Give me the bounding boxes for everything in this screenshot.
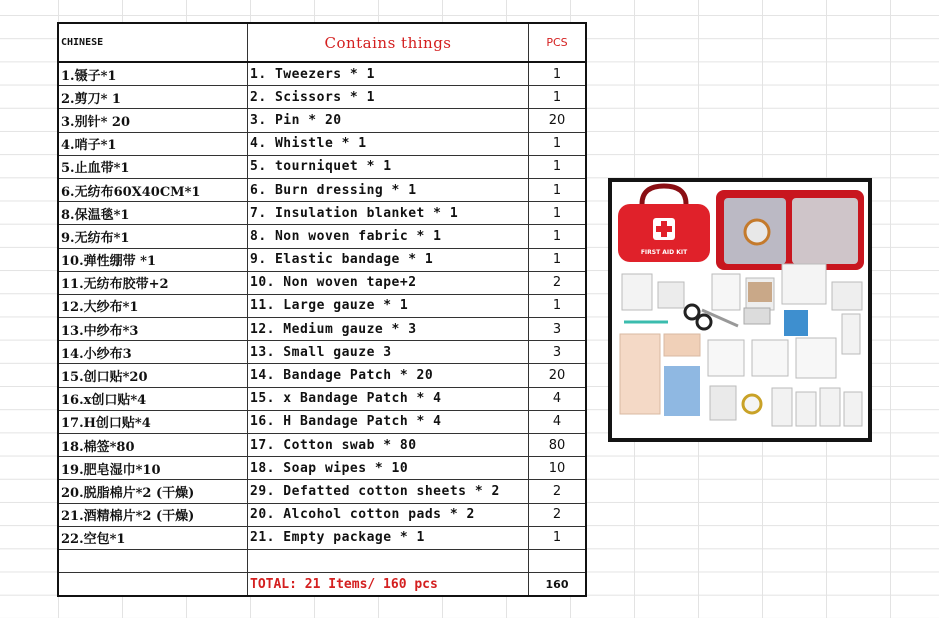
english-name-cell[interactable]: 21. Empty package * 1 (248, 526, 529, 549)
total-value-cell[interactable]: 160 (529, 573, 587, 597)
english-name-cell[interactable]: 6. Burn dressing * 1 (248, 178, 529, 201)
tape-roll (745, 220, 769, 244)
bag-cross-h (656, 226, 672, 232)
chinese-name-cell[interactable]: 15.创口贴*20 (58, 364, 248, 387)
header-things-cell[interactable]: Contains things (248, 23, 529, 62)
pcs-cell[interactable]: 1 (529, 248, 587, 271)
scissors-handle-1 (685, 305, 699, 319)
contents-table (57, 22, 587, 597)
pcs-cell[interactable]: 80 (529, 434, 587, 457)
medium-gauze (708, 340, 744, 376)
header-chinese-cell[interactable]: CHINESE (58, 23, 248, 62)
small-gauze (752, 340, 788, 376)
pcs-cell[interactable]: 1 (529, 526, 587, 549)
chinese-name-cell[interactable]: 4.哨子*1 (58, 132, 248, 155)
chinese-name-cell[interactable]: 10.弹性绷带 *1 (58, 248, 248, 271)
pcs-cell[interactable]: 20 (529, 364, 587, 387)
scissors-handle-2 (697, 315, 711, 329)
header-row (58, 23, 586, 62)
chinese-name-cell[interactable]: 13.中纱布*3 (58, 318, 248, 341)
chinese-name-cell[interactable]: 14.小纱布3 (58, 341, 248, 364)
total-label-cell[interactable]: TOTAL: 21 Items/ 160 pcs (248, 573, 529, 597)
cotton-pack (710, 386, 736, 420)
pad-pack (842, 314, 860, 354)
gauze-pack-1 (622, 274, 652, 310)
table-row (58, 526, 586, 549)
chinese-name-cell[interactable]: 22.空包*1 (58, 526, 248, 549)
table-row (58, 202, 586, 225)
english-name-cell[interactable]: 29. Defatted cotton sheets * 2 (248, 480, 529, 503)
pcs-cell[interactable]: 1 (529, 86, 587, 109)
pcs-cell[interactable]: 4 (529, 410, 587, 433)
table-row (58, 271, 586, 294)
pins-pack (832, 282, 862, 310)
chinese-name-cell[interactable]: 21.酒精棉片*2 (干燥) (58, 503, 248, 526)
table-row (58, 410, 586, 433)
pcs-cell[interactable]: 3 (529, 341, 587, 364)
chinese-name-cell[interactable]: 19.肥皂湿巾*10 (58, 457, 248, 480)
empty-cell[interactable] (529, 549, 587, 572)
english-name-cell[interactable]: 15. x Bandage Patch * 4 (248, 387, 529, 410)
table-row (58, 178, 586, 201)
table-row (58, 480, 586, 503)
first-aid-kit-image (612, 182, 868, 438)
whistle-pack (744, 308, 770, 324)
english-name-cell[interactable]: 5. tourniquet * 1 (248, 155, 529, 178)
english-name-cell[interactable]: 11. Large gauze * 1 (248, 294, 529, 317)
chinese-name-cell[interactable]: 6.无纺布60X40CM*1 (58, 178, 248, 201)
chinese-name-cell[interactable]: 8.保温毯*1 (58, 202, 248, 225)
pcs-cell[interactable]: 2 (529, 271, 587, 294)
scissors-blade (702, 310, 738, 326)
chinese-name-cell[interactable]: 9.无纺布*1 (58, 225, 248, 248)
english-name-cell[interactable]: 18. Soap wipes * 10 (248, 457, 529, 480)
empty-row (58, 549, 586, 572)
pcs-cell[interactable]: 4 (529, 387, 587, 410)
table-row (58, 457, 586, 480)
pcs-cell[interactable]: 1 (529, 202, 587, 225)
table-row (58, 86, 586, 109)
table-row (58, 248, 586, 271)
chinese-name-cell[interactable]: 16.x创口贴*4 (58, 387, 248, 410)
total-empty-cell[interactable] (58, 573, 248, 597)
open-bag-pocket-right (792, 198, 858, 264)
pcs-cell[interactable]: 3 (529, 318, 587, 341)
english-name-cell[interactable]: 10. Non woven tape+2 (248, 271, 529, 294)
pcs-cell[interactable]: 1 (529, 294, 587, 317)
table-row (58, 132, 586, 155)
english-name-cell[interactable]: 3. Pin * 20 (248, 109, 529, 132)
chinese-name-cell[interactable]: 20.脱脂棉片*2 (干燥) (58, 480, 248, 503)
empty-cell[interactable] (248, 549, 529, 572)
pcs-cell[interactable]: 1 (529, 225, 587, 248)
table-row (58, 434, 586, 457)
table-row (58, 341, 586, 364)
header-pcs-cell[interactable]: PCS (529, 23, 587, 62)
table-row (58, 364, 586, 387)
empty-cell[interactable] (58, 549, 248, 572)
table-row (58, 225, 586, 248)
wipe-4 (844, 392, 862, 426)
chinese-name-cell[interactable]: 3.别针* 20 (58, 109, 248, 132)
table-row (58, 387, 586, 410)
english-name-cell[interactable]: 16. H Bandage Patch * 4 (248, 410, 529, 433)
x-bandage (664, 334, 700, 356)
pcs-cell[interactable]: 2 (529, 480, 587, 503)
english-name-cell[interactable]: 13. Small gauze 3 (248, 341, 529, 364)
large-gauze (796, 338, 836, 378)
chinese-name-cell[interactable]: 12.大纱布*1 (58, 294, 248, 317)
chinese-name-cell[interactable]: 2.剪刀* 1 (58, 86, 248, 109)
bag-handle (642, 186, 686, 204)
chinese-name-cell[interactable]: 17.H创口贴*4 (58, 410, 248, 433)
chinese-name-cell[interactable]: 5.止血带*1 (58, 155, 248, 178)
chinese-name-cell[interactable]: 18.棉签*80 (58, 434, 248, 457)
english-name-cell[interactable]: 20. Alcohol cotton pads * 2 (248, 503, 529, 526)
table-row (58, 294, 586, 317)
elastic-bandage (784, 310, 808, 336)
english-name-cell[interactable]: 7. Insulation blanket * 1 (248, 202, 529, 225)
wipe-2 (796, 392, 816, 426)
english-name-cell[interactable]: 12. Medium gauze * 3 (248, 318, 529, 341)
gauze-pack-2 (658, 282, 684, 308)
blanket-pack (712, 274, 740, 310)
pcs-cell[interactable]: 20 (529, 109, 587, 132)
pcs-cell[interactable]: 1 (529, 155, 587, 178)
chinese-name-cell[interactable]: 1.镊子*1 (58, 62, 248, 86)
pcs-cell[interactable]: 1 (529, 178, 587, 201)
pcs-cell[interactable]: 2 (529, 503, 587, 526)
table-row (58, 318, 586, 341)
english-name-cell[interactable]: 4. Whistle * 1 (248, 132, 529, 155)
first-aid-kit-photo (608, 178, 872, 442)
english-name-cell[interactable]: 14. Bandage Patch * 20 (248, 364, 529, 387)
bag-label: FIRST AID KIT (640, 249, 688, 256)
pcs-cell[interactable]: 1 (529, 132, 587, 155)
english-name-cell[interactable]: 1. Tweezers * 1 (248, 62, 529, 86)
total-row (58, 573, 586, 597)
chinese-name-cell[interactable]: 11.无纺布胶带+2 (58, 271, 248, 294)
tape-small (743, 395, 761, 413)
table-row (58, 503, 586, 526)
english-name-cell[interactable]: 9. Elastic bandage * 1 (248, 248, 529, 271)
bandage-patches (620, 334, 660, 414)
pcs-cell[interactable]: 1 (529, 62, 587, 86)
english-name-cell[interactable]: 8. Non woven fabric * 1 (248, 225, 529, 248)
fabric-pack (782, 264, 826, 304)
swab-tips (748, 282, 772, 302)
pcs-cell[interactable]: 10 (529, 457, 587, 480)
wipe-1 (772, 388, 792, 426)
table-row (58, 155, 586, 178)
english-name-cell[interactable]: 2. Scissors * 1 (248, 86, 529, 109)
table-row (58, 62, 586, 86)
english-name-cell[interactable]: 17. Cotton swab * 80 (248, 434, 529, 457)
table-row (58, 109, 586, 132)
wipe-3 (820, 388, 840, 426)
h-bandage (664, 366, 700, 416)
